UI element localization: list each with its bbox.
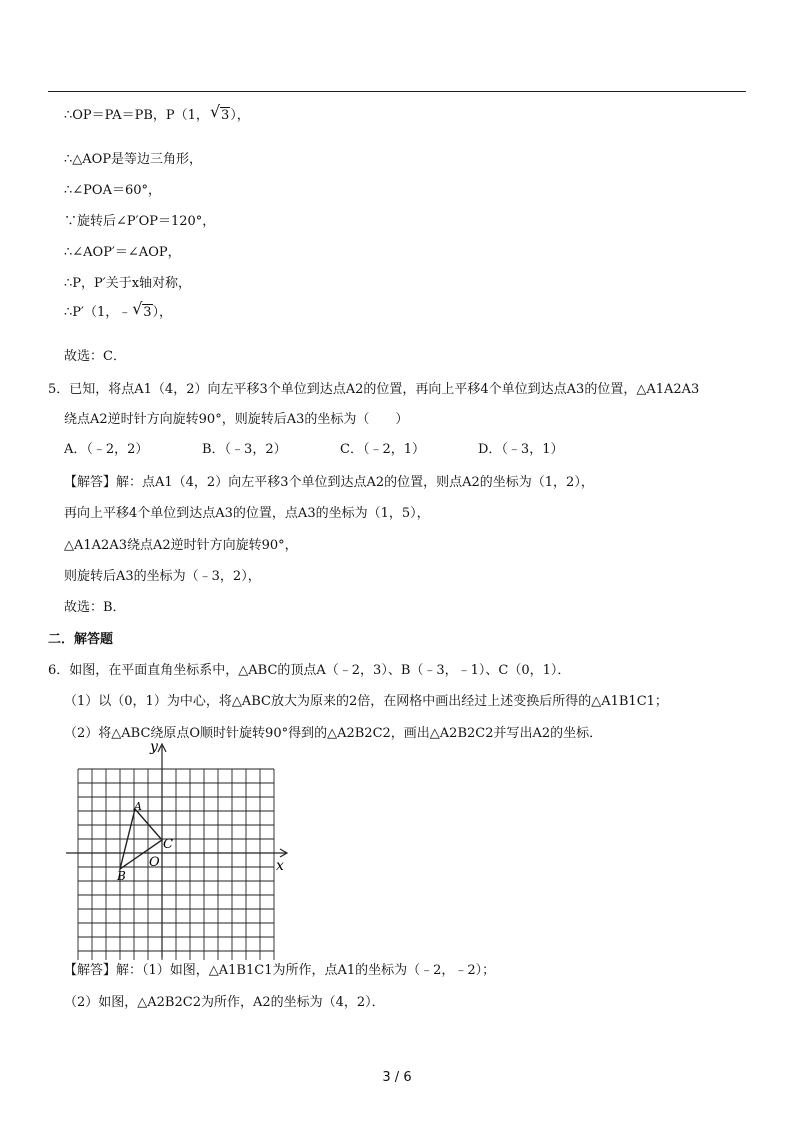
q5-solution-3: △A1A2A3绕点A2逆时针方向旋转90°， (64, 538, 298, 553)
sol4-line-4: ∵旋转后∠P′OP＝120°， (64, 214, 216, 229)
label-a: A (134, 800, 142, 813)
q6-part-2: （2）将△ABC绕原点O顺时针旋转90°得到的△A2B2C2，画出△A2B2C2并写出A2的坐标． (64, 726, 603, 741)
sol4-line-6: ∴P，P′关于x轴对称， (64, 276, 192, 291)
q5-solution-1: 【解答】解：点A1（4，2）向左平移3个单位到达点A2的位置，则点A2的坐标为（1，2）， (64, 475, 594, 490)
label-b: B (117, 869, 126, 883)
q5-answer: 故选：B． (64, 600, 126, 615)
label-c: C (163, 837, 173, 852)
coordinate-grid-figure (62, 740, 292, 960)
sol4-line-7: ∴P′（1，﹣ √ 3）， (64, 299, 173, 320)
q5-solution-4: 则旋转后A3的坐标为（﹣3，2）， (64, 569, 261, 584)
q5-option-b: B．（﹣3，2） (202, 442, 287, 457)
label-x: x (276, 858, 284, 874)
q5-solution-2: 再向上平移4个单位到达点A3的位置，点A3的坐标为（1，5）， (64, 506, 430, 521)
page-number: 3 / 6 (382, 1070, 412, 1085)
label-o: O (149, 855, 160, 870)
q5-option-c: C．（﹣2，1） (340, 442, 425, 457)
sol4-answer: 故选：C． (64, 349, 126, 364)
label-y: y (150, 740, 158, 755)
q5-stem-line-2: 绕点A2逆时针方向旋转90°，则旋转后A3的坐标为（ ） (64, 412, 409, 427)
q5-option-a: A．（﹣2，2） (64, 442, 149, 457)
grid-lines (78, 769, 274, 960)
q6-stem: 6．如图，在平面直角坐标系中，△ABC的顶点A（﹣2，3）、B（﹣3，﹣1）、C（0，1）． (48, 663, 571, 678)
q5-option-d: D．（﹣3，1） (478, 442, 564, 457)
sol4-line-5: ∴∠AOP′＝∠AOP， (64, 245, 181, 260)
sol4-line-1: ∴OP＝PA＝PB，P（1， √ 3）， (64, 102, 250, 123)
q6-part-1: （1）以（0，1）为中心，将△ABC放大为原来的2倍，在网格中画出经过上述变换后所得的△A1B1C1； (64, 694, 668, 709)
q6-solution-1: 【解答】解：（1）如图，△A1B1C1为所作，点A1的坐标为（﹣2，﹣2）； (64, 963, 496, 978)
q5-stem-line-1: 5．已知，将点A1（4，2）向左平移3个单位到达点A2的位置，再向上平移4个单位到达点A3的位置，△A1A2A3 (48, 382, 700, 397)
section-title: 二．解答题 (48, 632, 114, 647)
sol4-line-3: ∴∠POA＝60°， (64, 183, 161, 198)
sol4-line-2: ∴△AOP是等边三角形， (64, 152, 203, 167)
q6-solution-2: （2）如图，△A2B2C2为所作，A2的坐标为（4，2）． (64, 995, 385, 1010)
header-rule (48, 91, 746, 92)
